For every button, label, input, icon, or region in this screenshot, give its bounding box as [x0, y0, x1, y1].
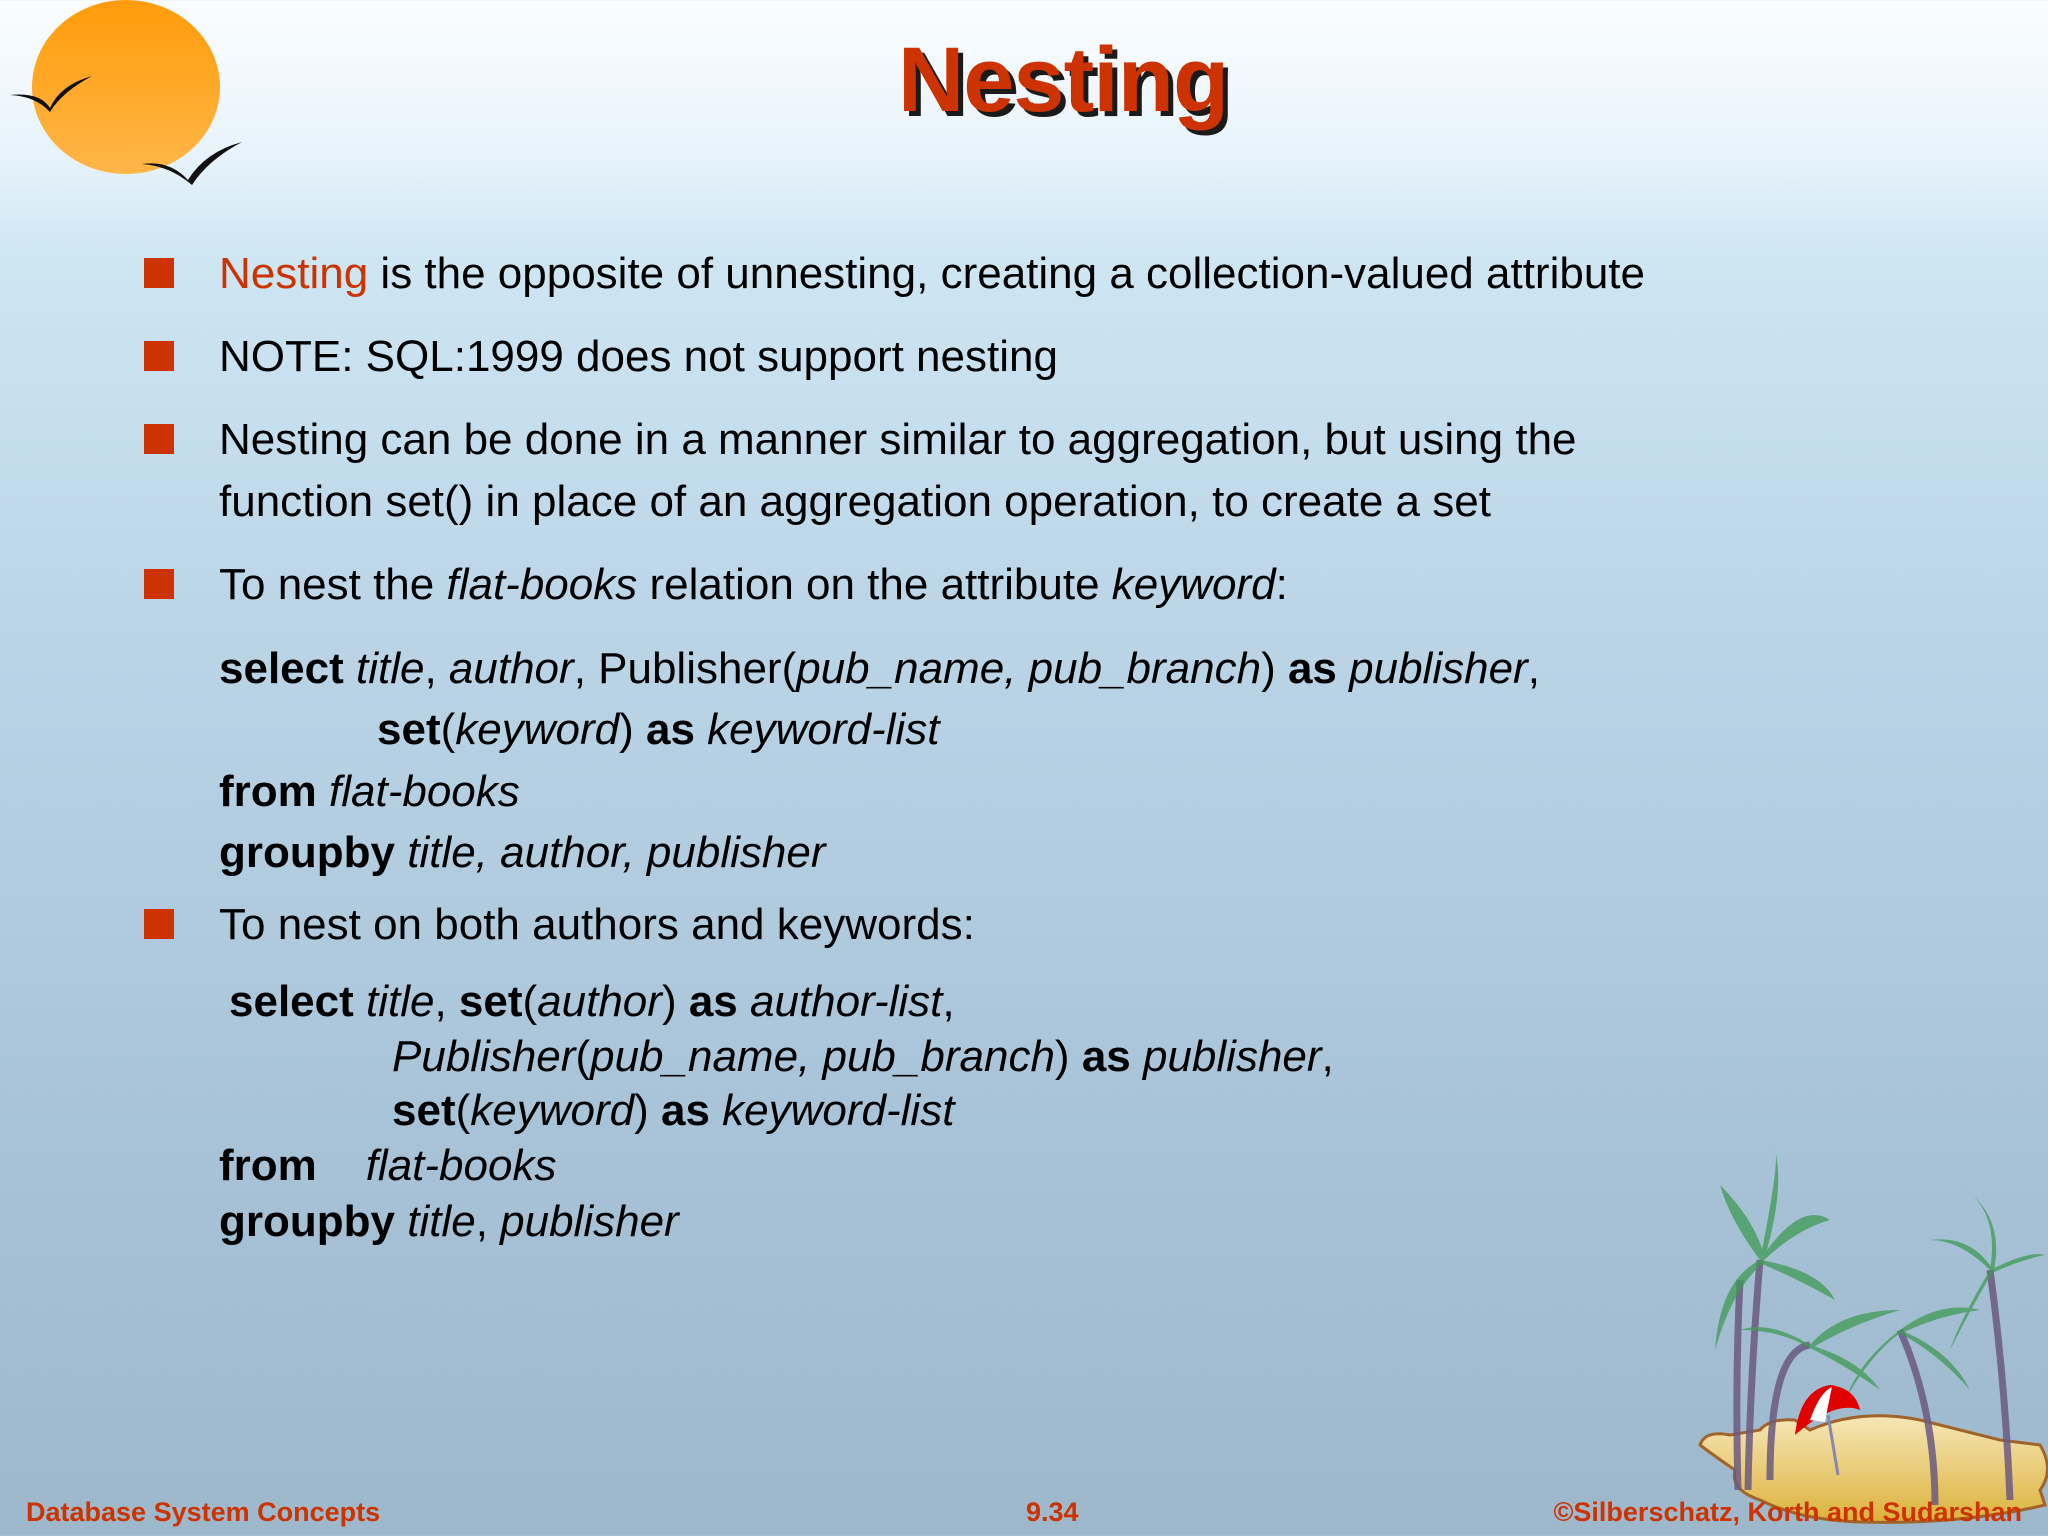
footer-course-title: Database System Concepts — [26, 1497, 381, 1527]
text-segment: NOTE: SQL:1999 does not support nesting — [219, 332, 1058, 381]
text-segment: from — [219, 1141, 317, 1190]
text-segment: keyword — [455, 705, 620, 754]
text-segment: as — [660, 1086, 710, 1135]
text-line — [219, 644, 1540, 693]
text-segment: , Publisher( — [573, 644, 797, 693]
text-line — [219, 828, 826, 877]
text-segment: title — [394, 1197, 476, 1246]
text-line — [392, 1032, 1334, 1081]
text-segment: author — [448, 644, 574, 693]
text-segment: keyword-list — [709, 1086, 955, 1135]
text-segment: , — [475, 1197, 501, 1246]
text-segment: Publisher — [392, 1032, 576, 1081]
text-line — [377, 705, 940, 754]
bullet-icon — [144, 341, 174, 371]
text-line — [219, 477, 1491, 526]
footer-copyright: ©Silberschatz, Korth and Sudarshan — [1553, 1497, 2022, 1527]
text-segment: ( — [455, 1086, 471, 1135]
text-segment: pub_name, pub_branch — [796, 644, 1262, 693]
text-segment: groupby — [219, 828, 395, 877]
text-segment: is the opposite of unnesting, creating a collection-valued attribute — [368, 249, 1645, 298]
text-segment: , — [1321, 1032, 1334, 1081]
bullet-icon — [144, 258, 174, 288]
text-segment: : — [1275, 560, 1288, 609]
text-segment: To nest on both authors and keywords: — [219, 900, 975, 949]
text-segment: keyword-list — [694, 705, 940, 754]
text-segment — [317, 1141, 366, 1190]
bullet-text — [219, 249, 1645, 298]
text-segment: Nesting can be done in a manner similar to aggregation, but using the — [219, 415, 1577, 464]
text-segment: author — [537, 977, 662, 1026]
bullet-text — [219, 560, 1288, 609]
text-segment: relation on the attribute — [637, 560, 1112, 609]
text-line — [219, 1141, 557, 1190]
text-segment: Nesting — [219, 249, 369, 298]
text-segment: ( — [522, 977, 538, 1026]
text-segment: keyword — [470, 1086, 635, 1135]
text-segment: , — [424, 644, 449, 693]
text-segment: flat-books — [446, 560, 638, 609]
text-segment: ) — [1054, 1032, 1082, 1081]
palm-island-illustration-icon — [1660, 1130, 2048, 1530]
text-segment: from — [219, 767, 317, 816]
text-line — [229, 977, 955, 1026]
text-segment: , — [942, 977, 955, 1026]
text-segment: ) — [1261, 644, 1288, 693]
text-line — [392, 1086, 955, 1135]
text-segment: title — [353, 977, 435, 1026]
text-segment: flat-books — [316, 767, 520, 816]
text-segment: pub_name, pub_branch — [590, 1032, 1055, 1081]
bullet-text — [219, 900, 975, 949]
bullet-text — [219, 332, 1058, 381]
text-segment: set — [458, 977, 523, 1026]
text-segment: author-list — [737, 977, 943, 1026]
text-segment: , — [434, 977, 459, 1026]
footer-page-number: 9.34 — [1026, 1497, 1079, 1527]
bullet-icon — [144, 909, 174, 939]
text-segment: set — [392, 1086, 456, 1135]
text-segment: as — [1287, 644, 1337, 693]
text-segment: as — [645, 705, 695, 754]
text-segment: flat-books — [365, 1141, 557, 1190]
text-line — [219, 767, 520, 816]
text-segment: To nest the — [219, 560, 447, 609]
bullet-icon — [144, 569, 174, 599]
text-line — [219, 1197, 679, 1246]
text-segment: as — [688, 977, 738, 1026]
text-segment: , — [1527, 644, 1540, 693]
text-segment: select — [219, 644, 344, 693]
text-segment: publisher — [500, 1197, 679, 1246]
text-segment: set — [377, 705, 441, 754]
text-segment: groupby — [219, 1197, 395, 1246]
text-segment: title — [343, 644, 425, 693]
text-segment: publisher — [1130, 1032, 1322, 1081]
text-segment: as — [1081, 1032, 1131, 1081]
slide-title: Nesting — [897, 29, 1229, 131]
bullet-text — [219, 415, 1577, 464]
text-segment: keyword — [1111, 560, 1276, 609]
text-segment: publisher — [1336, 644, 1528, 693]
text-segment: function set() in place of an aggregation operation, to create a set — [219, 477, 1491, 526]
text-segment: ) — [661, 977, 689, 1026]
text-segment: select — [229, 977, 354, 1026]
text-segment: ( — [575, 1032, 591, 1081]
bullet-icon — [144, 424, 174, 454]
text-segment: ) — [619, 705, 646, 754]
text-segment: title, author, publisher — [394, 828, 826, 877]
text-segment: ( — [440, 705, 456, 754]
text-segment: ) — [634, 1086, 661, 1135]
